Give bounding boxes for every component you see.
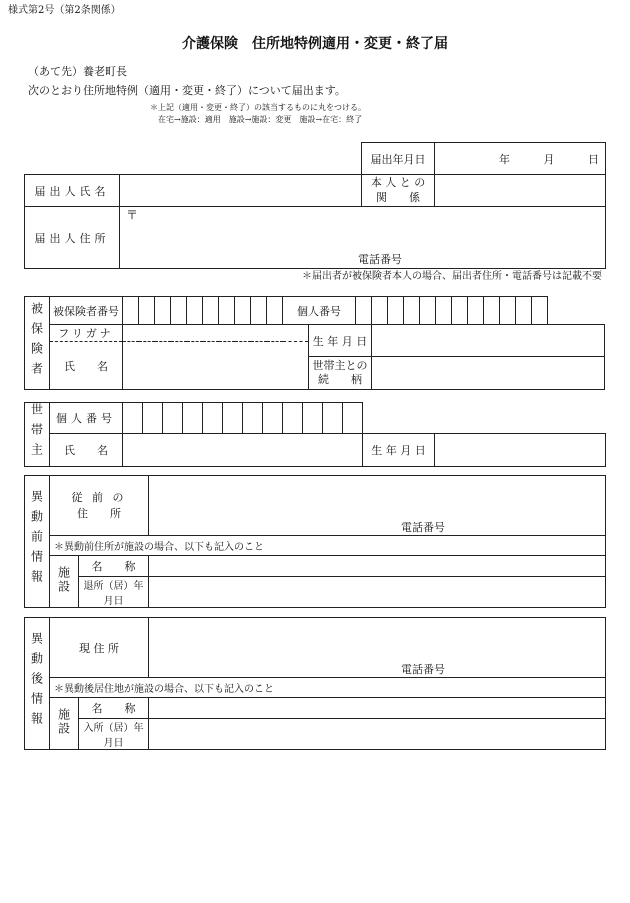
- personal-no-digit[interactable]: [468, 297, 484, 325]
- furigana-field[interactable]: [123, 325, 309, 342]
- personal-no-digit[interactable]: [388, 297, 404, 325]
- enter-date-field[interactable]: [149, 719, 606, 750]
- householder-no-digit[interactable]: [223, 403, 243, 434]
- householder-birth-field[interactable]: [435, 434, 606, 467]
- prev-address-field[interactable]: [149, 476, 606, 536]
- householder-no-digit[interactable]: [323, 403, 343, 434]
- before-facility-label: 施設: [56, 566, 71, 594]
- insured-number-digit[interactable]: [267, 297, 283, 325]
- relation-field[interactable]: [435, 175, 606, 207]
- personal-no-digit[interactable]: [356, 297, 372, 325]
- leave-date-label: 退所（居）年月日: [79, 577, 149, 608]
- insured-table: [24, 296, 605, 390]
- householder-no-digit[interactable]: [143, 403, 163, 434]
- applicant-name-field[interactable]: [120, 175, 362, 207]
- leave-date-field[interactable]: [149, 577, 606, 608]
- date-label: 届出年月日: [362, 143, 435, 175]
- personal-no-digit[interactable]: [420, 297, 436, 325]
- householder-no-digit[interactable]: [303, 403, 323, 434]
- after-phone-label: 電話番号: [401, 663, 445, 676]
- day-label: 日: [588, 152, 599, 166]
- applicant-table: [24, 142, 606, 269]
- after-table: [24, 617, 606, 750]
- personal-no-digit[interactable]: [372, 297, 388, 325]
- householder-no-digit[interactable]: [183, 403, 203, 434]
- applicant-address-label: 届出人住所: [25, 207, 120, 269]
- personal-no-digit[interactable]: [532, 297, 548, 325]
- applicant-address-field[interactable]: [120, 207, 606, 269]
- householder-name-label: 氏 名: [50, 434, 123, 467]
- insured-number-digit[interactable]: [171, 297, 187, 325]
- before-facility-name-field[interactable]: [149, 556, 606, 577]
- form-number: 様式第2号（第2条関係）: [8, 5, 121, 16]
- applicant-name-label: 届出人氏名: [25, 175, 120, 207]
- note-circle: ＊上記（適用・変更・終了）の該当するものに丸をつける。: [150, 103, 366, 112]
- enter-date-label: 入所（居）年月日: [79, 719, 149, 750]
- insured-number-digit[interactable]: [155, 297, 171, 325]
- householder-no-digit[interactable]: [283, 403, 303, 434]
- prev-address-label-2: 住 所: [77, 506, 121, 520]
- applicant-footnote: ＊届出者が被保険者本人の場合、届出者住所・電話番号は記載不要: [302, 271, 602, 282]
- personal-no-digit[interactable]: [500, 297, 516, 325]
- householder-relation-label-1: 世帯主との: [312, 358, 368, 372]
- before-table: [24, 475, 606, 608]
- insured-name-field[interactable]: [123, 342, 309, 390]
- before-note: ＊異動前住所が施設の場合、以下も記入のこと: [50, 536, 606, 556]
- householder-relation-field[interactable]: [372, 357, 605, 390]
- addressee: （あて先）養老町長: [28, 65, 127, 78]
- before-section-label: 異動前情報: [29, 490, 44, 590]
- householder-relation-label-2: 続 柄: [318, 373, 362, 386]
- insured-number-digit[interactable]: [251, 297, 267, 325]
- insured-section-label: 被保険者: [29, 301, 44, 382]
- year-label: 年: [499, 152, 510, 166]
- form-title: 介護保険 住所地特例適用・変更・終了届: [182, 36, 448, 52]
- note-mapping: 在宅→施設：適用 施設→施設：変更 施設→在宅：終了: [158, 115, 363, 124]
- householder-birth-label: 生 年 月 日: [363, 434, 435, 467]
- after-facility-name-field[interactable]: [149, 698, 606, 719]
- postal-mark: 〒: [126, 208, 139, 222]
- insured-number-digit[interactable]: [235, 297, 251, 325]
- relation-label-1: 本 人 と の: [370, 176, 426, 190]
- after-facility-name-label: 名 称: [79, 698, 149, 719]
- furigana-label: フリガナ: [50, 325, 123, 342]
- personal-no-digit[interactable]: [436, 297, 452, 325]
- householder-table: [24, 402, 606, 467]
- before-facility-name-label: 名 称: [79, 556, 149, 577]
- insured-birth-label: 生 年 月 日: [309, 325, 372, 357]
- current-address-field[interactable]: [149, 618, 606, 678]
- personal-no-digit[interactable]: [484, 297, 500, 325]
- householder-name-field[interactable]: [123, 434, 363, 467]
- householder-no-digit[interactable]: [203, 403, 223, 434]
- insured-personal-no-label: 個人番号: [283, 297, 356, 325]
- personal-no-digit[interactable]: [516, 297, 532, 325]
- before-phone-label: 電話番号: [401, 521, 445, 534]
- prev-address-label-1: 従 前 の: [71, 491, 127, 505]
- householder-no-digit[interactable]: [163, 403, 183, 434]
- insured-birth-field[interactable]: [372, 325, 605, 357]
- insured-name-label: 氏 名: [50, 342, 123, 390]
- insured-number-digit[interactable]: [123, 297, 139, 325]
- insured-number-digit[interactable]: [187, 297, 203, 325]
- month-label: 月: [543, 152, 555, 166]
- after-note: ＊異動後居住地が施設の場合、以下も記入のこと: [50, 678, 606, 698]
- date-field[interactable]: [435, 143, 606, 175]
- insured-number-digit[interactable]: [203, 297, 219, 325]
- householder-no-digit[interactable]: [263, 403, 283, 434]
- householder-personal-no-label: 個人番号: [50, 403, 123, 434]
- insured-number-digit[interactable]: [219, 297, 235, 325]
- intro-text: 次のとおり住所地特例（適用・変更・終了）について届出ます。: [28, 84, 346, 97]
- insured-number-label: 被保険者番号: [50, 297, 123, 325]
- personal-no-digit[interactable]: [404, 297, 420, 325]
- householder-no-digit[interactable]: [123, 403, 143, 434]
- relation-label-2: 関 係: [376, 190, 420, 204]
- personal-no-digit[interactable]: [452, 297, 468, 325]
- householder-no-digit[interactable]: [343, 403, 363, 434]
- householder-no-digit[interactable]: [243, 403, 263, 434]
- insured-number-digit[interactable]: [139, 297, 155, 325]
- after-facility-label: 施設: [56, 708, 71, 736]
- householder-section-label: 世帯主: [29, 403, 44, 463]
- phone-label: 電話番号: [358, 253, 402, 266]
- after-section-label: 異動後情報: [29, 632, 44, 732]
- current-address-label: 現 住 所: [50, 618, 149, 678]
